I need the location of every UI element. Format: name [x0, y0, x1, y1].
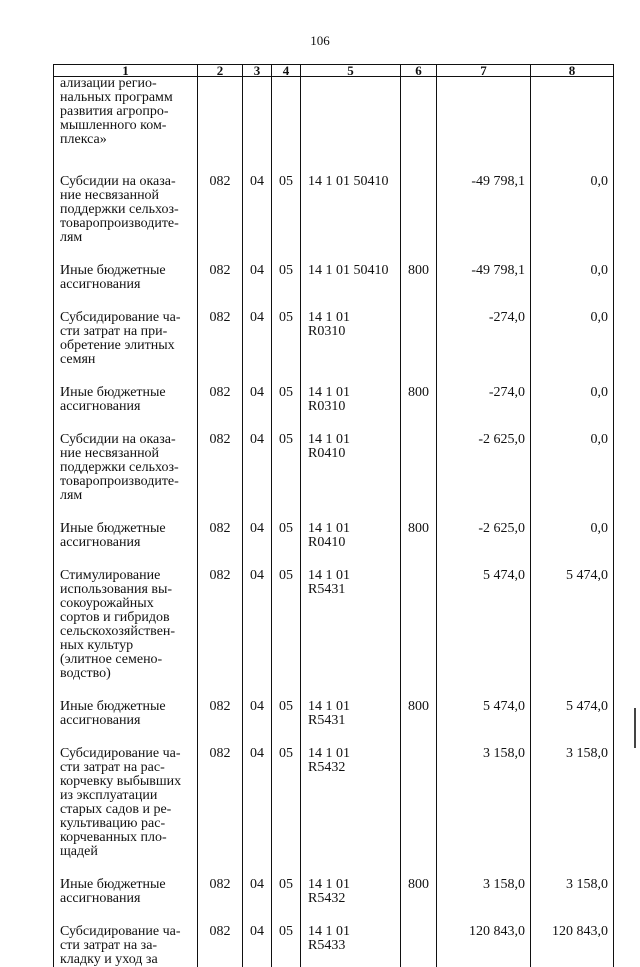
- row-expense-type-cell: 800: [401, 694, 437, 741]
- table-row: [54, 919, 614, 967]
- row-subsection-cell: 05: [272, 169, 301, 258]
- row-gov-code-cell: 082: [198, 741, 243, 872]
- row-subsection-cell: 05: [272, 380, 301, 427]
- row-gov-code-cell: 082: [198, 516, 243, 563]
- row-target-article-cell: 14 1 01 50410: [301, 169, 401, 258]
- row-name-cell: Субсидирование ча- сти затрат на за- кладку и уход за: [54, 919, 198, 967]
- table-row: [54, 694, 614, 741]
- row-amount-change-cell: 3 158,0: [437, 741, 531, 872]
- budget-table-container: [53, 64, 613, 850]
- row-amount-change-cell: -2 625,0: [437, 516, 531, 563]
- row-name-cell: Субсидии на оказа- ние несвязанной поддержки сельхоз- товаропроизводите- лям: [54, 169, 198, 258]
- budget-table: [53, 64, 614, 967]
- page-number: 106: [0, 33, 640, 49]
- row-expense-type-cell: [401, 741, 437, 872]
- row-section-cell: 04: [243, 919, 272, 967]
- header-col-3: 3: [243, 65, 272, 77]
- header-col-2: 2: [198, 65, 243, 77]
- row-name-cell: Иные бюджетные ассигнования: [54, 258, 198, 305]
- row-amount-total-cell: 120 843,0: [531, 919, 614, 967]
- row-subsection-cell: 05: [272, 427, 301, 516]
- row-target-article-cell: 14 1 01 R0310: [301, 380, 401, 427]
- header-col-5: 5: [301, 65, 401, 77]
- table-row: [54, 258, 614, 305]
- row-section-cell: 04: [243, 305, 272, 380]
- row-section-cell: 04: [243, 872, 272, 919]
- row-amount-total-cell: 3 158,0: [531, 741, 614, 872]
- row-amount-change-cell: -49 798,1: [437, 258, 531, 305]
- row-target-article-cell: 14 1 01 R5433: [301, 919, 401, 967]
- row-gov-code-cell: 082: [198, 919, 243, 967]
- row-name-cell: Стимулирование использования вы- сокоурожайных сортов и гибридов сельскохозяйствен- ных культур (элитное семено- водство): [54, 563, 198, 694]
- row-target-article-cell: 14 1 01 R5431: [301, 694, 401, 741]
- row-amount-change-cell: 120 843,0: [437, 919, 531, 967]
- row-amount-change-cell: -2 625,0: [437, 427, 531, 516]
- row-gov-code-cell: 082: [198, 427, 243, 516]
- row-section-cell: 04: [243, 169, 272, 258]
- row-gov-code-cell: [198, 77, 243, 170]
- header-col-1: 1: [54, 65, 198, 77]
- row-amount-total-cell: 0,0: [531, 380, 614, 427]
- header-col-7: 7: [437, 65, 531, 77]
- header-col-6: 6: [401, 65, 437, 77]
- table-row: [54, 169, 614, 258]
- row-expense-type-cell: [401, 305, 437, 380]
- row-name-cell: Иные бюджетные ассигнования: [54, 516, 198, 563]
- row-gov-code-cell: 082: [198, 258, 243, 305]
- row-amount-total-cell: 5 474,0: [531, 563, 614, 694]
- row-expense-type-cell: [401, 563, 437, 694]
- row-target-article-cell: 14 1 01 R0310: [301, 305, 401, 380]
- row-name-cell: Иные бюджетные ассигнования: [54, 380, 198, 427]
- row-gov-code-cell: 082: [198, 872, 243, 919]
- row-gov-code-cell: 082: [198, 563, 243, 694]
- row-expense-type-cell: 800: [401, 258, 437, 305]
- row-gov-code-cell: 082: [198, 305, 243, 380]
- table-body: [54, 77, 614, 967]
- table-row: [54, 77, 614, 170]
- row-name-cell: Субсидирование ча- сти затрат на при- обретение элитных семян: [54, 305, 198, 380]
- header-col-8: 8: [531, 65, 614, 77]
- row-amount-total-cell: 0,0: [531, 305, 614, 380]
- table-row: [54, 305, 614, 380]
- row-amount-total-cell: 3 158,0: [531, 872, 614, 919]
- row-amount-change-cell: 5 474,0: [437, 563, 531, 694]
- row-subsection-cell: 05: [272, 694, 301, 741]
- table-row: [54, 516, 614, 563]
- table-row: [54, 741, 614, 872]
- row-target-article-cell: 14 1 01 R0410: [301, 516, 401, 563]
- row-expense-type-cell: 800: [401, 516, 437, 563]
- row-subsection-cell: 05: [272, 258, 301, 305]
- row-name-cell: Иные бюджетные ассигнования: [54, 872, 198, 919]
- row-target-article-cell: 14 1 01 R5432: [301, 741, 401, 872]
- row-subsection-cell: [272, 77, 301, 170]
- row-target-article-cell: 14 1 01 R5432: [301, 872, 401, 919]
- table-row: [54, 427, 614, 516]
- row-name-cell: Субсидирование ча- сти затрат на рас- корчевку выбывших из эксплуатации старых садов и ре- культивацию рас- корчеванных пло- щадей: [54, 741, 198, 872]
- row-section-cell: 04: [243, 516, 272, 563]
- row-subsection-cell: 05: [272, 516, 301, 563]
- row-gov-code-cell: 082: [198, 380, 243, 427]
- row-amount-change-cell: -274,0: [437, 380, 531, 427]
- row-expense-type-cell: 800: [401, 380, 437, 427]
- row-target-article-cell: 14 1 01 R0410: [301, 427, 401, 516]
- row-amount-total-cell: 0,0: [531, 258, 614, 305]
- row-subsection-cell: 05: [272, 919, 301, 967]
- row-expense-type-cell: [401, 919, 437, 967]
- row-name-cell: Субсидии на оказа- ние несвязанной поддержки сельхоз- товаропроизводите- лям: [54, 427, 198, 516]
- row-subsection-cell: 05: [272, 305, 301, 380]
- row-expense-type-cell: [401, 427, 437, 516]
- table-row: [54, 563, 614, 694]
- row-section-cell: 04: [243, 258, 272, 305]
- table-row: [54, 380, 614, 427]
- table-row: [54, 872, 614, 919]
- row-expense-type-cell: 800: [401, 872, 437, 919]
- row-target-article-cell: 14 1 01 R5431: [301, 563, 401, 694]
- row-amount-total-cell: 0,0: [531, 427, 614, 516]
- row-amount-total-cell: 5 474,0: [531, 694, 614, 741]
- row-gov-code-cell: 082: [198, 169, 243, 258]
- row-amount-total-cell: 0,0: [531, 169, 614, 258]
- row-section-cell: 04: [243, 380, 272, 427]
- row-section-cell: 04: [243, 741, 272, 872]
- row-section-cell: 04: [243, 694, 272, 741]
- row-amount-total-cell: [531, 77, 614, 170]
- row-section-cell: 04: [243, 563, 272, 694]
- header-col-4: 4: [272, 65, 301, 77]
- row-amount-total-cell: 0,0: [531, 516, 614, 563]
- row-target-article-cell: [301, 77, 401, 170]
- row-section-cell: [243, 77, 272, 170]
- row-subsection-cell: 05: [272, 563, 301, 694]
- row-target-article-cell: 14 1 01 50410: [301, 258, 401, 305]
- row-amount-change-cell: 5 474,0: [437, 694, 531, 741]
- row-subsection-cell: 05: [272, 741, 301, 872]
- row-amount-change-cell: -49 798,1: [437, 169, 531, 258]
- row-expense-type-cell: [401, 77, 437, 170]
- row-name-cell: Иные бюджетные ассигнования: [54, 694, 198, 741]
- scan-artifact-mark: [634, 708, 636, 748]
- row-name-cell: ализации регио- нальных программ развития агропро- мышленного ком- плекса»: [54, 77, 198, 170]
- row-gov-code-cell: 082: [198, 694, 243, 741]
- row-section-cell: 04: [243, 427, 272, 516]
- row-amount-change-cell: -274,0: [437, 305, 531, 380]
- row-amount-change-cell: 3 158,0: [437, 872, 531, 919]
- table-header-row: [54, 65, 614, 77]
- row-expense-type-cell: [401, 169, 437, 258]
- row-amount-change-cell: [437, 77, 531, 170]
- row-subsection-cell: 05: [272, 872, 301, 919]
